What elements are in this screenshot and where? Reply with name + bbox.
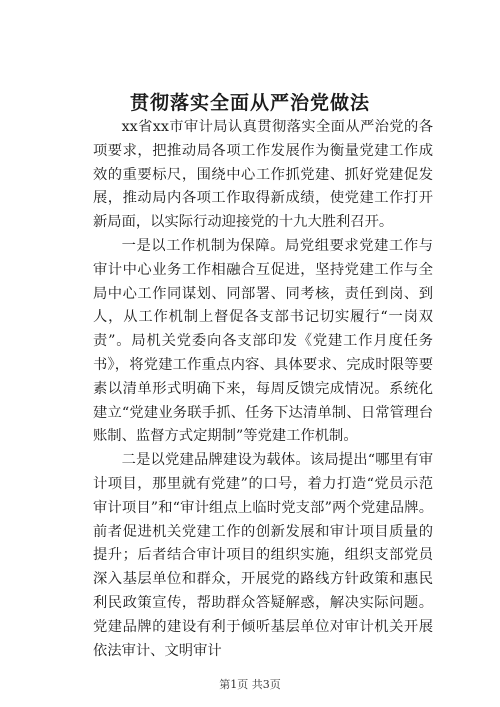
paragraph-party-brand: 二是以党建品牌建设为载体。该局提出“哪里有审计项目，那里就有党建”的口号，着力打造“党员示范审计项目”和“审计组点上临时党支部”两个党建品牌。前者促进机关党建工作的创新发展和审计项目质量的提升；后者结合审计项目的组织实施，组织支部党员深入基层单位和群众，开展党的路线方针政策和惠民利民政策宣传，帮助群众答疑解惑，解决实际问题。党建品牌的建设有利于倾听基层单位对审计机关开展依法审计、文明审计 [93,452,433,659]
document-body [93,116,433,663]
document-title: 贯彻落实全面从严治党做法 [129,92,370,114]
paragraph-work-mechanism: 一是以工作机制为保障。局党组要求党建工作与审计中心业务工作相融合互促进，坚持党建工作与全局中心工作同谋划、同部署、同考核，责任到岗、到人，从工作机制上督促各支部书记切实履行“一岗双责”。局机关党委向各支部印发《党建工作月度任务书》，将党建工作重点内容、具体要求、完成时限等要素以清单形式明确下来，每周反馈完成情况。系统化建立“党建业务联手抓、任务下达清单制、日常管理台账制、监督方式定期制”等党建工作机制。 [93,237,433,445]
page-number-footer: 第1页 共3页 [219,678,281,691]
paragraph-intro: xx省xx市审计局认真贯彻落实全面从严治党的各项要求，把推动局各项工作发展作为衡量党建工作成效的重要标尺，围绕中心工作抓党建、抓好党建促发展，推动局内各项工作取得新成绩，使党建工作打开新局面，以实际行动迎接党的十九大胜利召开。 [93,119,433,231]
